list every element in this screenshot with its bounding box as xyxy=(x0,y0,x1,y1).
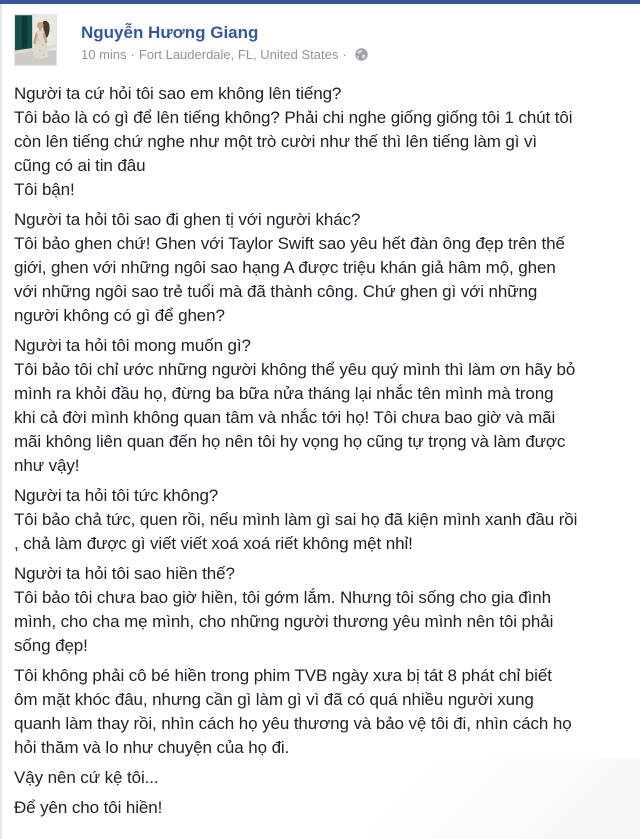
meta-separator: · xyxy=(342,47,347,62)
post-text-line: với những ngôi sao trẻ tuổi mà đã thành công. Chứ ghen gì với những xyxy=(14,282,538,301)
post-meta xyxy=(81,46,368,63)
post-header xyxy=(14,14,634,66)
post-paragraph xyxy=(14,208,634,328)
post-paragraph xyxy=(14,82,634,202)
timestamp-link[interactable]: 10 mins xyxy=(81,47,127,62)
post-text-line: cũng có ai tin đâu xyxy=(14,156,146,175)
post-text-line: Tôi bảo ghen chứ! Ghen với Taylor Swift sao yêu hết đàn ông đẹp trên thế xyxy=(14,234,565,253)
post-text-line: ôm mặt khóc đâu, nhưng cần gì làm gì vì đã có quá nhiều người xung xyxy=(14,690,534,709)
post-text-line: mình, cho cha mẹ mình, cho những người thương yêu mình nên tôi phải xyxy=(14,612,554,631)
post-text-line: Người ta cứ hỏi tôi sao em không lên tiếng? xyxy=(14,84,342,103)
meta-separator: · xyxy=(130,47,135,62)
post-text-line: Người ta hỏi tôi tức không? xyxy=(14,486,219,505)
location-link[interactable]: Fort Lauderdale, FL, United States xyxy=(138,47,339,62)
post-text-line: Tôi không phải cô bé hiền trong phim TVB ngày xưa bị tát 8 phát chỉ biết xyxy=(14,666,552,685)
post-text-line: Tôi bảo tôi chỉ ước những người không thể yêu quý mình thì làm ơn hãy bỏ xyxy=(14,360,576,379)
post-paragraph xyxy=(14,664,634,760)
avatar[interactable] xyxy=(14,14,57,66)
post-text-line: , chả làm được gì viết viết xoá xoá riết không mệt nhỉ! xyxy=(14,534,413,553)
post-text-line: Tôi bảo tôi chưa bao giờ hiền, tôi gớm lắm. Nhưng tôi sống cho gia đình xyxy=(14,588,551,607)
post-text-line: mãi không liên quan đến họ nên tôi hy vọng họ cũng tự trọng và làm được xyxy=(14,432,566,451)
post-paragraph xyxy=(14,796,634,820)
post-text-line: Tôi bận! xyxy=(14,180,75,199)
post-text-line: Tôi bảo là có gì để lên tiếng không? Phải chi nghe giống giống tôi 1 chút tôi xyxy=(14,108,573,127)
post-text-line: Để yên cho tôi hiền! xyxy=(14,798,163,817)
post-paragraph xyxy=(14,334,634,478)
post-text-line: Vậy nên cứ kệ tôi... xyxy=(14,768,159,787)
post-text-line: giới, ghen với những ngôi sao hạng A được triệu khán giả hâm mộ, ghen xyxy=(14,258,556,277)
post-text-line: Tôi bảo chả tức, quen rồi, nếu mình làm gì sai họ đã kiện mình xanh đầu rồi xyxy=(14,510,578,529)
post-text-line: Người ta hỏi tôi mong muốn gì? xyxy=(14,336,251,355)
post-text-line: hỏi thăm và lo như chuyện của họ đi. xyxy=(14,738,290,757)
post-paragraph xyxy=(14,484,634,556)
post-text-line: như vậy! xyxy=(14,456,80,475)
post-text-line: quanh làm thay rồi, nhìn cách họ yêu thương và bảo vệ tôi đi, nhìn cách họ xyxy=(14,714,572,733)
post-text-line: người không có gì để ghen? xyxy=(14,306,225,325)
post-text-line: mình ra khỏi đầu họ, đừng ba bữa nửa tháng lại nhắc tên mình mà trong xyxy=(14,384,554,403)
facebook-post xyxy=(0,4,640,826)
post-text-line: còn lên tiếng chứ nghe như một trò cười như thế thì lên tiếng làm gì vì xyxy=(14,132,538,151)
author-name-link[interactable]: Nguyễn Hương Giang xyxy=(81,23,259,42)
post-body xyxy=(14,82,634,820)
post-header-text xyxy=(81,14,368,63)
globe-public-icon xyxy=(355,48,368,61)
post-text-line: sống đẹp! xyxy=(14,636,88,655)
post-text-line: khi cả đời mình không quan tâm và nhắc tới họ! Tôi chưa bao giờ và mãi xyxy=(14,408,556,427)
post-text-line: Người ta hỏi tôi sao hiền thế? xyxy=(14,564,235,583)
post-text-line: Người ta hỏi tôi sao đi ghen tị với người khác? xyxy=(14,210,361,229)
post-paragraph xyxy=(14,562,634,658)
post-paragraph xyxy=(14,766,634,790)
avatar-photo xyxy=(15,15,56,65)
